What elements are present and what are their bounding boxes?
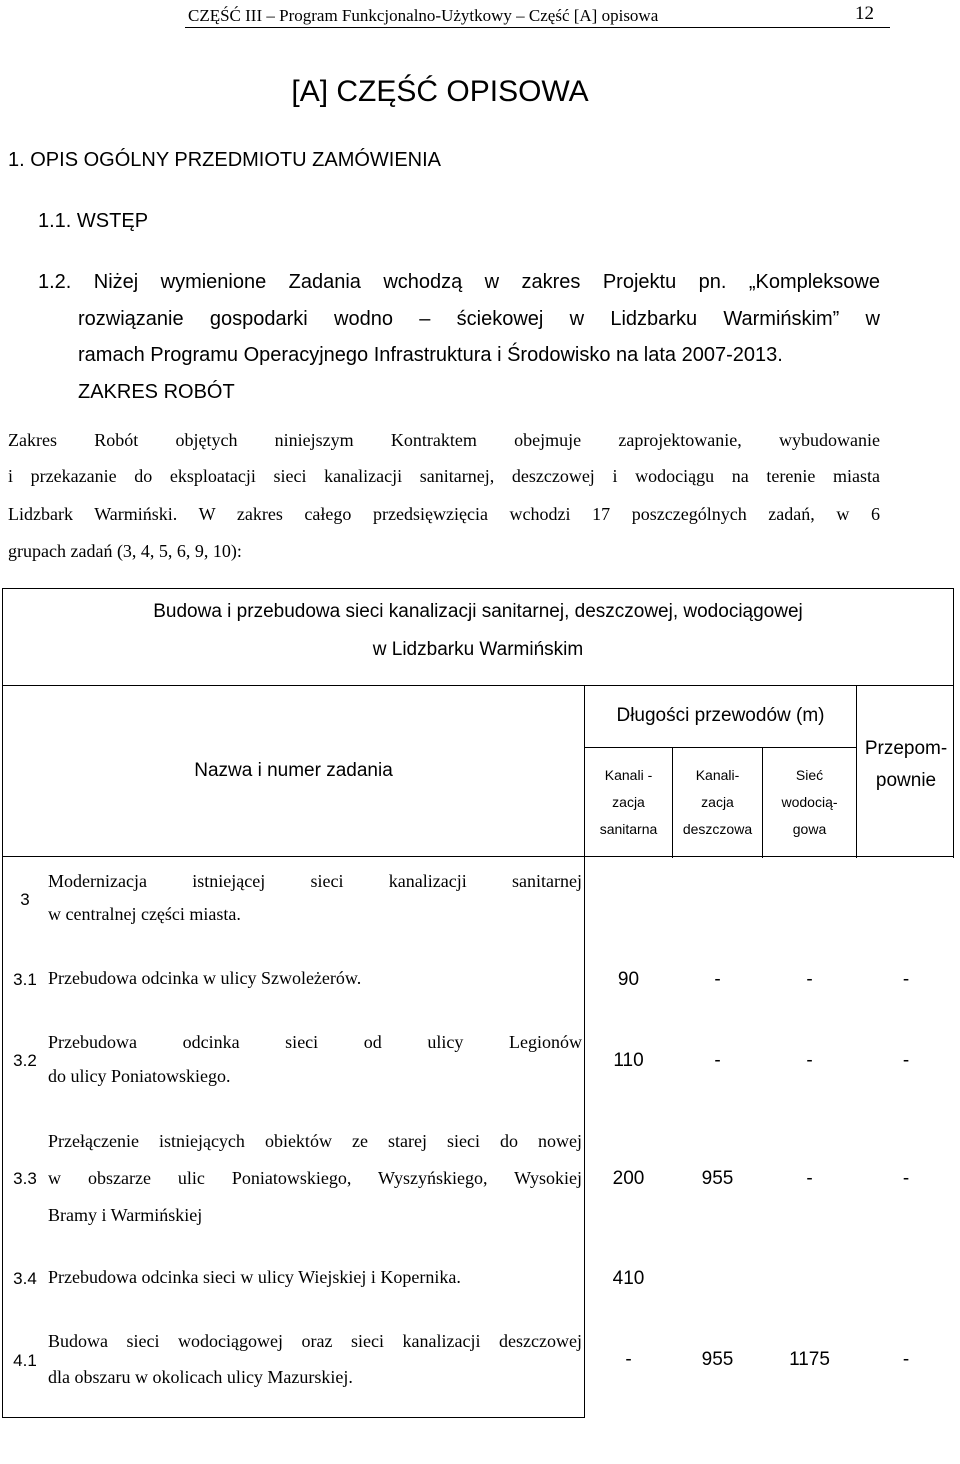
value-water	[763, 1261, 856, 1297]
row-name-line: do ulicy Poniatowskiego.	[48, 1066, 231, 1086]
section-heading-1: 1. OPIS OGÓLNY PRZEDMIOTU ZAMÓWIENIA	[8, 149, 442, 171]
col-header-water	[763, 748, 856, 856]
row-name	[48, 1267, 461, 1288]
running-head: CZĘŚĆ III – Program Funkcjonalno-Użytkowy – Część [A] opisowa	[188, 6, 659, 25]
intro-line-2: rozwiązanie gospodarki wodno – ściekowej w Lidzbarku Warmińskim” w	[78, 308, 880, 330]
value-water: -	[806, 1168, 813, 1189]
col-header-storm-l3: deszczowa	[682, 820, 753, 837]
row-name-line: Bramy i Warmińskiej	[48, 1205, 203, 1225]
page-number: 12	[855, 3, 874, 24]
intro-line-1: 1.2. Niżej wymienione Zadania wchodzą w zakres Projektu pn. „Kompleksowe	[38, 271, 880, 293]
col-header-water-l3: gowa	[792, 820, 827, 837]
row-name-line: Budowa sieci wodociągowej oraz sieci kanalizacji deszczowej	[48, 1331, 582, 1351]
col-header-storm-l2: zacja	[701, 793, 734, 810]
section-heading-1-1: 1.1. WSTĘP	[38, 210, 149, 232]
value-pumping: -	[902, 1050, 910, 1071]
scope-line-4: grupach zadań (3, 4, 5, 6, 9, 10):	[8, 541, 242, 561]
row-name-line: w centralnej części miasta.	[48, 904, 241, 924]
document-title: [A] CZĘŚĆ OPISOWA	[291, 75, 589, 108]
col-header-sanitary-l1: Kanali -	[604, 766, 653, 783]
row-name	[48, 1032, 582, 1087]
col-header-sanitary-l2: zacja	[612, 793, 645, 810]
col-header-sanitary	[585, 748, 672, 856]
value-water: -	[806, 1050, 813, 1071]
col-header-pumping	[857, 720, 955, 810]
value-sanitary: -	[625, 1349, 632, 1370]
col-header-lengths: Długości przewodów (m)	[616, 705, 825, 726]
scope-line-1: Zakres Robót objętych niniejszym Kontraktem obejmuje zaprojektowanie, wybudowanie	[8, 430, 880, 450]
row-id: 3.3	[13, 1169, 37, 1188]
value-water: -	[806, 969, 813, 990]
table-caption-line-2: w Lidzbarku Warmińskim	[372, 639, 584, 660]
header-rule	[185, 27, 890, 28]
col-header-sanitary-l3: sanitarna	[599, 820, 658, 837]
row-name-line: Przebudowa odcinka w ulicy Szwoleżerów.	[48, 968, 362, 988]
value-water: 1175	[789, 1349, 830, 1370]
row-id: 3.1	[13, 970, 37, 989]
value-pumping: -	[902, 969, 910, 990]
row-name-line: Przebudowa odcinka sieci w ulicy Wiejskiej i Kopernika.	[48, 1267, 461, 1287]
row-name	[48, 871, 582, 925]
row-name	[48, 968, 361, 989]
col-header-storm	[673, 748, 762, 856]
col-header-pumping-l1: Przepom-	[864, 738, 948, 759]
col-header-pumping-l2: pownie	[875, 770, 937, 791]
value-storm	[673, 1261, 762, 1297]
value-pumping: -	[902, 1168, 910, 1189]
row-name-line: Przełączenie istniejących obiektów ze starej sieci do nowej	[48, 1131, 582, 1151]
value-pumping	[857, 1261, 955, 1297]
value-storm: -	[714, 969, 721, 990]
row-id: 3	[20, 890, 30, 909]
col-header-water-l2: wodocią-	[781, 793, 838, 810]
value-sanitary: 410	[612, 1268, 645, 1289]
row-name-line: w obszarze ulic Poniatowskiego, Wyszyńskiego, Wysokiej	[48, 1168, 582, 1188]
row-id: 4.1	[13, 1351, 37, 1370]
scope-line-3: Lidzbark Warmiński. W zakres całego przedsięwzięcia wchodzi 17 poszczególnych zadań, w 6	[8, 504, 880, 524]
value-pumping: -	[902, 1349, 910, 1370]
value-storm: 955	[701, 1349, 734, 1370]
row-name-line: Modernizacja istniejącej sieci kanalizacji sanitarnej	[48, 871, 582, 891]
col-header-water-l1: Sieć	[795, 766, 824, 783]
table-caption-line-1: Budowa i przebudowa sieci kanalizacji sanitarnej, deszczowej, wodociągowej	[153, 601, 803, 622]
col-header-storm-l1: Kanali-	[695, 766, 740, 783]
intro-line-3: ramach Programu Operacyjnego Infrastruktura i Środowisko na lata 2007-2013.	[78, 344, 783, 366]
value-sanitary: 200	[612, 1168, 645, 1189]
col-header-name: Nazwa i numer zadania	[194, 760, 393, 781]
value-sanitary: 110	[613, 1050, 644, 1071]
row-name-line: Przebudowa odcinka sieci od ulicy Legionów	[48, 1032, 582, 1052]
row-id: 3.4	[13, 1269, 37, 1288]
value-storm: 955	[701, 1168, 734, 1189]
value-sanitary: 90	[617, 969, 640, 990]
row-name-line: dla obszaru w okolicach ulicy Mazurskiej.	[48, 1367, 353, 1387]
row-name	[48, 1331, 582, 1388]
scope-line-2: i przekazanie do eksploatacji sieci kanalizacji sanitarnej, deszczowej i wodociągu na terenie miasta	[8, 466, 880, 486]
row-name	[48, 1131, 582, 1226]
value-storm: -	[714, 1050, 721, 1071]
row-id: 3.2	[13, 1051, 37, 1070]
scope-heading: ZAKRES ROBÓT	[78, 381, 235, 403]
